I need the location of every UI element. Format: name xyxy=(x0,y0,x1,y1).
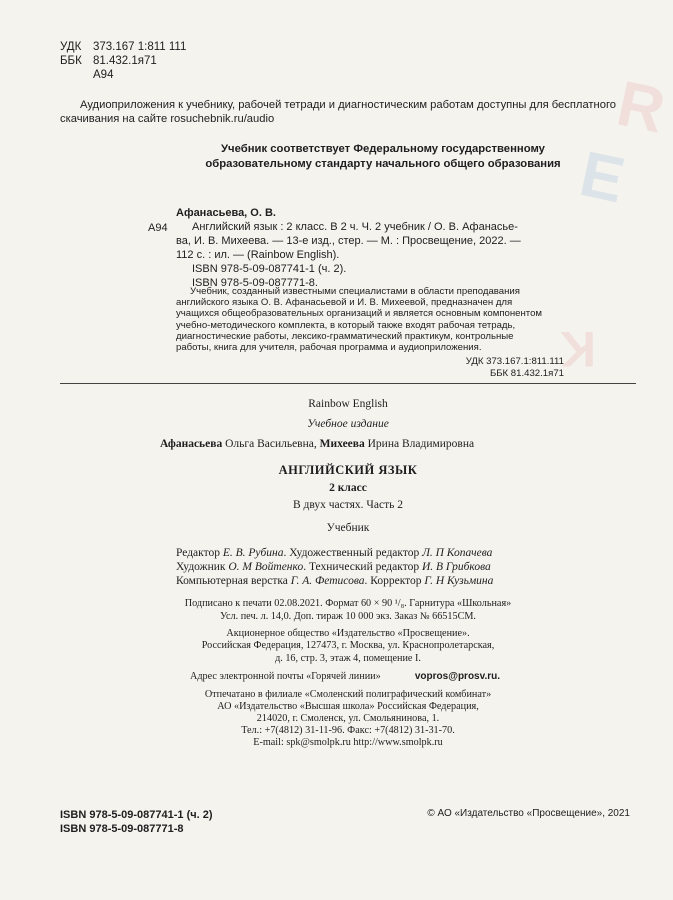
annotation-line: диагностические работы, лексико-грамматический практикум, контрольные xyxy=(176,330,514,342)
fgos-line: образовательному стандарту начального общего образования xyxy=(205,158,561,170)
bleed-through-watermark: E xyxy=(574,137,633,217)
bbk-value: 81.432.1я71 xyxy=(93,55,157,67)
udc-right-udk: УДК 373.167.1:811.111 xyxy=(465,356,564,367)
parts-label: В двух частях. Часть 2 xyxy=(292,499,404,511)
printer-line: Отпечатано в филиале «Смоленский полиграфический комбинат» xyxy=(204,689,492,700)
credits-line: Компьютерная верстка Г. А. Фетисова. Корректор Г. Н Кузьмина xyxy=(176,575,494,587)
audio-note xyxy=(60,98,632,126)
biblio-isbn: ISBN 978-5-09-087771-8. xyxy=(192,277,318,289)
printer-info xyxy=(60,689,636,749)
publisher-line: д. 16, стр. 3, этаж 4, помещение I. xyxy=(275,652,421,664)
section-divider xyxy=(60,383,636,384)
hotline-email xyxy=(190,671,500,682)
udc-right-bbk: ББК 81.432.1я71 xyxy=(489,368,564,379)
bibliographic-entry xyxy=(176,206,564,290)
biblio-isbn: ISBN 978-5-09-087741-1 (ч. 2). xyxy=(192,263,347,275)
grade-label: 2 класс xyxy=(329,482,367,494)
publisher-info xyxy=(60,628,636,665)
annotation-line: Учебник, созданный известными специалистами в области преподавания xyxy=(190,286,520,297)
udk-label: УДК xyxy=(60,41,82,53)
credits-line: Редактор Е. В. Рубина. Художественный редактор Л. П Копачева xyxy=(176,547,493,559)
bbk-label: ББК xyxy=(60,55,82,67)
hotline-label: Адрес электронной почты «Горячей линии» xyxy=(190,671,381,682)
biblio-line: Английский язык : 2 класс. В 2 ч. Ч. 2 учебник / О. В. Афанасье- xyxy=(192,221,518,233)
hotline-email-address: vopros@prosv.ru. xyxy=(414,671,500,682)
udc-codes-right xyxy=(466,356,564,380)
audio-note-line: скачивания на сайте rosuchebnik.ru/audio xyxy=(60,113,275,125)
classification-codes xyxy=(60,40,186,82)
author-mark: А94 xyxy=(93,69,114,81)
biblio-line: 112 с. : ил. — (Rainbow English). xyxy=(176,249,340,261)
author1-surname: Афанасьева xyxy=(160,438,223,450)
author1-name: Ольга Васильевна xyxy=(225,438,314,450)
biblio-line: ва, И. В. Михеева. — 13-е изд., стер. — М. : Просвещение, 2022. — xyxy=(176,235,521,247)
annotation-line: английского языка О. В. Афанасьевой и И. В. Михеевой, предназначен для xyxy=(176,297,513,309)
publisher-line: Акционерное общество «Издательство «Просвещение». xyxy=(226,628,470,639)
fgos-line: Учебник соответствует Федеральному государственному xyxy=(221,143,545,155)
series-name: Rainbow English xyxy=(308,398,388,410)
biblio-side-mark: А94 xyxy=(148,222,168,234)
biblio-author: Афанасьева, О. В. xyxy=(176,207,276,219)
bleed-through-watermark: R xyxy=(610,66,673,148)
book-title: АНГЛИЙСКИЙ ЯЗЫК xyxy=(278,463,418,477)
standard-compliance-note xyxy=(148,142,618,172)
udk-value: 373.167 1:811 111 xyxy=(93,41,187,53)
bleed-through-watermark: K xyxy=(557,321,596,377)
authors-line: Афанасьева Ольга Васильевна, Михеева Ирина Владимировна xyxy=(160,438,475,450)
audio-note-line: Аудиоприложения к учебнику, рабочей тетради и диагностическим работам доступны для бесплатного xyxy=(80,99,617,111)
author2-surname: Михеева xyxy=(319,438,365,450)
annotation-line: работы, книга для учителя, рабочая программа и аудиоприложения. xyxy=(176,342,482,354)
print-info-line: Подписано к печати 02.08.2021. Формат 60 × 90 ¹/₈. Гарнитура «Школьная» xyxy=(184,598,512,609)
author2-name: Ирина Владимировна xyxy=(367,438,475,450)
printer-line: E-mail: spk@smolpk.ru http://www.smolpk.ru xyxy=(253,737,443,748)
publisher-line: Российская Федерация, 127473, г. Москва, ул. Краснопролетарская, xyxy=(201,640,495,652)
print-info xyxy=(60,598,636,623)
isbn-line: ISBN 978-5-09-087771-8 xyxy=(60,823,184,835)
printer-line: 214020, г. Смоленск, ул. Смольянинова, 1. xyxy=(256,713,440,724)
isbn-line: ISBN 978-5-09-087741-1 (ч. 2) xyxy=(60,809,213,821)
credits-block xyxy=(176,546,493,588)
printer-line: АО «Издательство «Высшая школа» Российская Федерация, xyxy=(217,701,479,712)
annotation-line: учебно-методического комплекта, в который также входят рабочая тетрадь, xyxy=(176,319,516,331)
edition-type: Учебное издание xyxy=(307,418,389,430)
printer-line: Тел.: +7(4812) 31-11-96. Факс: +7(4812) 31-31-70. xyxy=(241,725,455,736)
print-info-line: Усл. печ. л. 14,0. Доп. тираж 10 000 экз. Заказ № 66515СМ. xyxy=(220,610,476,622)
book-annotation xyxy=(176,286,564,353)
copyright-notice: © АО «Издательство «Просвещение», 2021 xyxy=(427,808,630,819)
book-kind: Учебник xyxy=(326,522,370,534)
annotation-line: учащихся общеобразовательных организаций и является основным компонентом xyxy=(176,308,543,320)
isbn-bottom xyxy=(60,808,213,836)
credits-line: Художник О. М Войтенко. Технический редактор И. В Грибкова xyxy=(176,561,491,573)
